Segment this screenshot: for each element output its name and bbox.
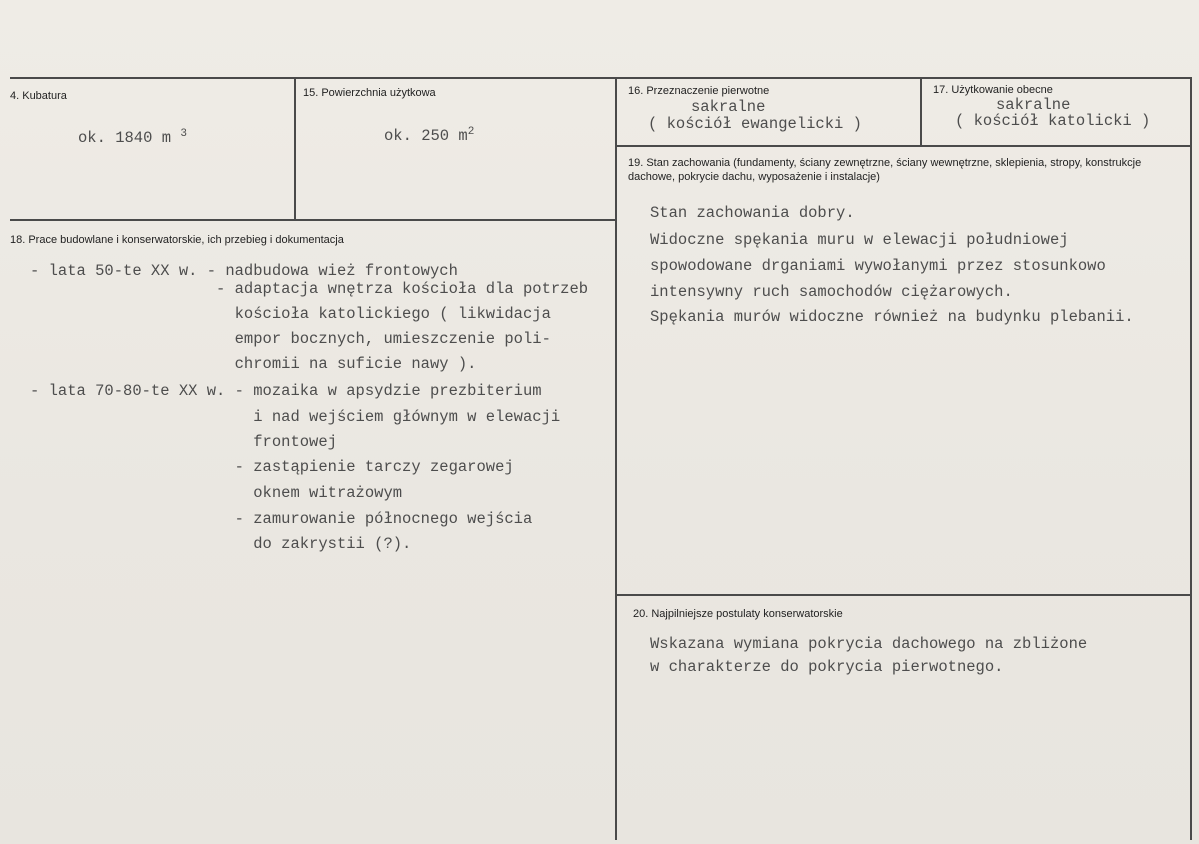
field-18-line: do zakrystii (?).	[30, 535, 412, 553]
field-18-line: - zamurowanie północnego wejścia	[30, 510, 533, 528]
field-18-label: 18. Prace budowlane i konserwatorskie, ich przebieg i dokumentacja	[10, 234, 344, 246]
field-18-line: i nad wejściem głównym w elewacji	[30, 408, 561, 426]
field-18-line: oknem witrażowym	[30, 484, 403, 502]
field-19-line: Stan zachowania dobry.	[650, 204, 855, 222]
field-19-line: spowodowane drganiami wywołanymi przez stosunkowo	[650, 257, 1106, 275]
field-18-line: - adaptacja wnętrza kościoła dla potrzeb	[30, 280, 589, 298]
divider-h-left	[10, 219, 616, 221]
field-17-line-2: ( kościół katolicki )	[955, 112, 1151, 130]
field-14-unit-exponent: 3	[180, 128, 187, 140]
field-19-line: Widoczne spękania muru w elewacji południowej	[650, 231, 1069, 249]
field-18-line: - lata 70-80-te XX w. - mozaika w apsydzie prezbiterium	[30, 382, 542, 400]
field-19-line: Spękania murów widoczne również na budynku plebanii.	[650, 308, 1134, 326]
field-20-line: Wskazana wymiana pokrycia dachowego na zbliżone	[650, 635, 1088, 653]
field-19-label: 19. Stan zachowania (fundamenty, ściany zewnętrzne, ściany wewnętrzne, sklepienia, stropy, konstrukcje dachowe, pokrycie dachu, wyposażenie i instalacje)	[628, 157, 1142, 183]
field-18-line: empor bocznych, umieszczenie poli-	[30, 330, 551, 348]
field-16-label: 16. Przeznaczenie pierwotne	[628, 85, 770, 97]
field-18-line: - zastąpienie tarczy zegarowej	[30, 458, 514, 476]
field-18-line: chromii na suficie nawy ).	[30, 355, 477, 373]
field-14-value: ok. 1840 m $^3$	[78, 128, 187, 147]
field-17-label: 17. Użytkowanie obecne	[933, 84, 1053, 96]
divider-v-2	[615, 78, 617, 840]
field-20-line: w charakterze do pokrycia pierwotnego.	[650, 658, 1004, 676]
divider-v-3	[920, 78, 922, 146]
divider-v-1	[294, 78, 296, 220]
field-18-line: - lata 50-te XX w. - nadbudowa wież frontowych	[30, 262, 458, 280]
divider-h-right-2	[616, 594, 1191, 596]
field-15-label: 15. Powierzchnia użytkowa	[303, 87, 436, 99]
divider-h-right-1	[616, 145, 1191, 147]
field-19-line: intensywny ruch samochodów ciężarowych.	[650, 283, 1013, 301]
field-18-line: frontowej	[30, 433, 337, 451]
field-16-line-1: sakralne	[691, 98, 766, 116]
field-16-line-2: ( kościół ewangelicki )	[648, 115, 862, 133]
field-15-value: ok. 250 $m^2$	[384, 126, 475, 145]
field-15-unit-exponent: 2	[467, 126, 475, 138]
field-14-label: 4. Kubatura	[10, 90, 67, 102]
divider-v-4	[1190, 78, 1192, 840]
field-17-line-1: sakralne	[996, 96, 1071, 114]
field-18-line: kościoła katolickiego ( likwidacja	[30, 305, 551, 323]
field-20-label: 20. Najpilniejsze postulaty konserwatorskie	[633, 608, 843, 620]
top-rule	[10, 77, 1192, 79]
